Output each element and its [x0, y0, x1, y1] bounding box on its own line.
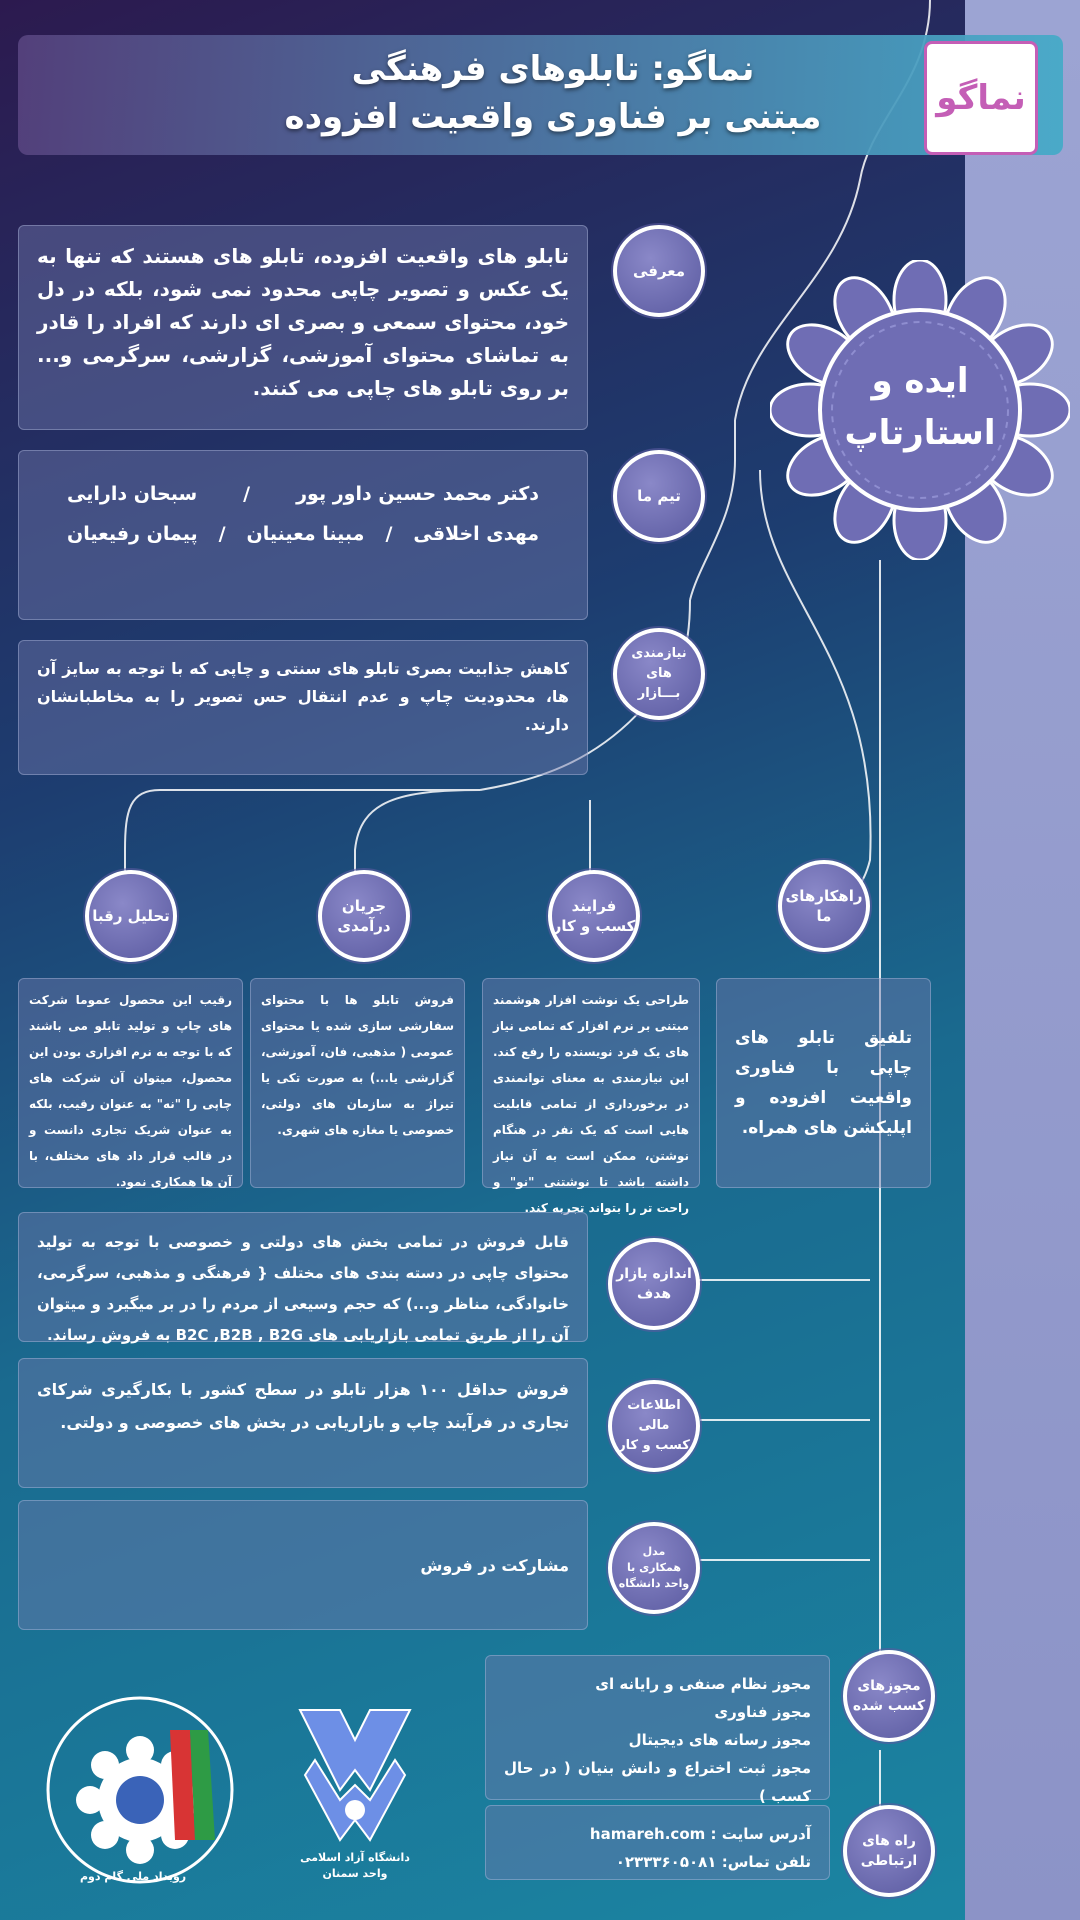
revenue-label-1: جریان — [341, 897, 387, 915]
contact-panel — [485, 1805, 830, 1880]
financial-panel — [18, 1358, 588, 1488]
market-needs-label-1: نیازمندی های — [631, 646, 687, 681]
contact-label-1: راه های — [862, 1833, 916, 1849]
side-badge-line-1: ایده و — [871, 361, 969, 401]
market-needs-label-2: بـــازار — [637, 686, 681, 701]
solutions-circle — [778, 860, 870, 952]
target-market-circle — [608, 1238, 700, 1330]
team-member: مبینا معینیان — [246, 523, 365, 545]
solutions-text: تلفیق تابلو های چاپی با فناوری واقعیت افزوده و اپلیکشن های همراه. — [735, 1028, 912, 1138]
team-member: دکتر محمد حسین داور پور — [296, 483, 539, 505]
intro-panel — [18, 225, 588, 430]
team-member: مهدی اخلاقی — [413, 523, 539, 545]
team-row-2 — [67, 523, 539, 545]
team-member: پیمان رفیعیان — [67, 523, 198, 545]
team-member: سبحان دارایی — [67, 483, 198, 505]
cooperation-panel — [18, 1500, 588, 1630]
license-item: مجوز رسانه های دیجیتال — [628, 1731, 811, 1749]
revenue-text: فروش تابلو ها با محتوای سفارشی سازی شده یا محتوای عمومی ( مذهبی، فان، آموزشی، گزارشی یا...) به صورت تکی یا تیراژ به سازمان های دولتی، خصوصی یا مغازه های شهری. — [261, 993, 454, 1137]
licenses-circle — [843, 1650, 935, 1742]
business-process-panel — [482, 978, 700, 1215]
target-market-label-1: اندازه بازار — [616, 1266, 692, 1282]
revenue-panel — [250, 978, 465, 1188]
logo-text: نماگو — [936, 78, 1026, 118]
contact-phone-label: تلفن تماس: — [721, 1853, 811, 1871]
license-item: مجوز ثبت اختراع و دانش بنیان ( در حال کسب ) — [504, 1759, 811, 1805]
intro-text: تابلو های واقعیت افزوده، تابلو های هستند که تنها به یک عکس و تصویر چاپی محدود نمی شود، بلکه در دل خود، محتوای سمعی و بصری ای دارند که افراد را قادر به تماشای محتوای آموزشی، گزارشی، سرگرمی و... بر روی تابلو های چاپی می کنند. — [37, 244, 569, 400]
team-label: تیم ما — [637, 487, 681, 505]
financial-label-2: کسب و کار — [618, 1438, 690, 1453]
financial-circle — [608, 1380, 700, 1472]
market-needs-circle — [613, 628, 705, 720]
licenses-label-1: مجوزهای — [857, 1678, 921, 1694]
cooperation-label-2: همکاری با — [626, 1561, 682, 1574]
business-process-label-2: کسب و کار — [552, 917, 636, 935]
business-process-label-1: فرایند — [571, 897, 617, 915]
financial-label-1: اطلاعات مالی — [627, 1398, 681, 1433]
contact-site-label: آدرس سایت : — [710, 1825, 811, 1843]
event-emblem-icon — [30, 1690, 250, 1890]
market-needs-panel — [18, 640, 588, 775]
university-caption-2: واحد سمنان — [322, 1867, 388, 1880]
team-separator: / — [243, 483, 251, 505]
intro-circle — [613, 225, 705, 317]
cooperation-text: مشارکت در فروش — [420, 1555, 569, 1575]
competitors-panel — [18, 978, 243, 1188]
competitors-text: رقیب این محصول عموما شرکت های چاپ و تولید تابلو می باشند که با توجه به نرم افزاری بودن این محصول، میتوان آن شرکت های چاپی را "نه" به عنوان رقیب، بلکه به عنوان شریک تجاری دانست و در قالب قرار داد های مختلف، با آن ها همکاری نمود. — [29, 993, 232, 1189]
target-market-text: قابل فروش در تمامی بخش های دولتی و خصوصی با توجه به تولید محتوای چاپی در دسته بندی های مختلف { فرهنگی و مذهبی، سرگرمی، خانوادگی، مناظر و...) که حجم وسیعی از مردم را در بر میگیرد و میتوان آن را از طریق تمامی بازاریابی های B2C ,B2B , B2G به فروش رساند. — [37, 1233, 569, 1344]
target-market-panel — [18, 1212, 588, 1342]
target-market-label-2: هدف — [636, 1286, 672, 1302]
team-row-1 — [67, 483, 539, 505]
market-needs-text: کاهش جذابیت بصری تابلو های سنتی و چاپی که با توجه به سایز آن ها، محدودیت چاپ و عدم انتقال حس تصویر را به مخاطبانشان دارند. — [37, 659, 569, 734]
cooperation-circle — [608, 1522, 700, 1614]
solutions-label-2: ما — [816, 907, 832, 925]
title-line-1: نماگو: تابلوهای فرهنگی — [351, 49, 755, 89]
event-caption: رویداد ملی گام دوم — [80, 1870, 187, 1883]
financial-text: فروش حداقل ۱۰۰ هزار تابلو در سطح کشور با بکارگیری شرکای تجاری در فرآیند چاپ و بازاریابی در بخش های خصوصی و دولتی. — [37, 1380, 570, 1432]
title-bar — [18, 35, 1063, 155]
university-caption — [300, 1850, 410, 1882]
side-badge-line-2: استارتاپ — [844, 413, 996, 453]
licenses-label-2: کسب شده — [852, 1698, 926, 1714]
side-badge-text — [800, 355, 1040, 459]
license-item: مجوز فناوری — [714, 1703, 811, 1721]
team-separator: / — [218, 523, 226, 545]
cooperation-label-1: مدل — [642, 1545, 666, 1558]
solutions-panel — [716, 978, 931, 1188]
license-item: مجوز نظام صنفی و رایانه ای — [595, 1675, 811, 1693]
contact-circle — [843, 1805, 935, 1897]
solutions-label-1: راهکارهای — [785, 887, 863, 905]
licenses-panel — [485, 1655, 830, 1805]
intro-label: معرفی — [632, 262, 686, 280]
business-process-circle — [548, 870, 640, 962]
revenue-label-2: درآمدی — [337, 917, 391, 935]
contact-site-row — [504, 1820, 811, 1848]
contact-label-2: ارتباطی — [860, 1853, 918, 1869]
team-panel — [18, 450, 588, 620]
contact-phone[interactable]: ۰۲۳۳۳۶۰۵۰۸۱ — [615, 1853, 717, 1871]
team-circle — [613, 450, 705, 542]
team-separator: / — [385, 523, 393, 545]
competitors-circle — [85, 870, 177, 962]
page-title — [253, 45, 853, 141]
business-process-text: طراحی یک نوشت افزار هوشمند مبتنی بر نرم افزار که تمامی نیاز های یک فرد نویسنده را رفع کند. این نیازمندی به معنای توانمندی در برخورداری از تمامی قابلیت هایی است که یک نفر در هنگام نوشتن، ممکن است به آن نیاز داشته باشد تا نوشتنی "نو" و راحت تر را بتواند تجربه کند. — [493, 993, 689, 1215]
cooperation-label-3: واحد دانشگاه — [618, 1577, 690, 1590]
contact-site-link[interactable]: hamareh.com — [589, 1825, 706, 1843]
title-line-2: مبتنی بر فناوری واقعیت افزوده — [284, 97, 822, 137]
competitors-label: تحلیل رقبا — [92, 907, 170, 925]
contact-phone-row — [504, 1848, 811, 1876]
university-caption-1: دانشگاه آزاد اسلامی — [300, 1851, 410, 1864]
namago-logo — [924, 41, 1038, 155]
revenue-circle — [318, 870, 410, 962]
